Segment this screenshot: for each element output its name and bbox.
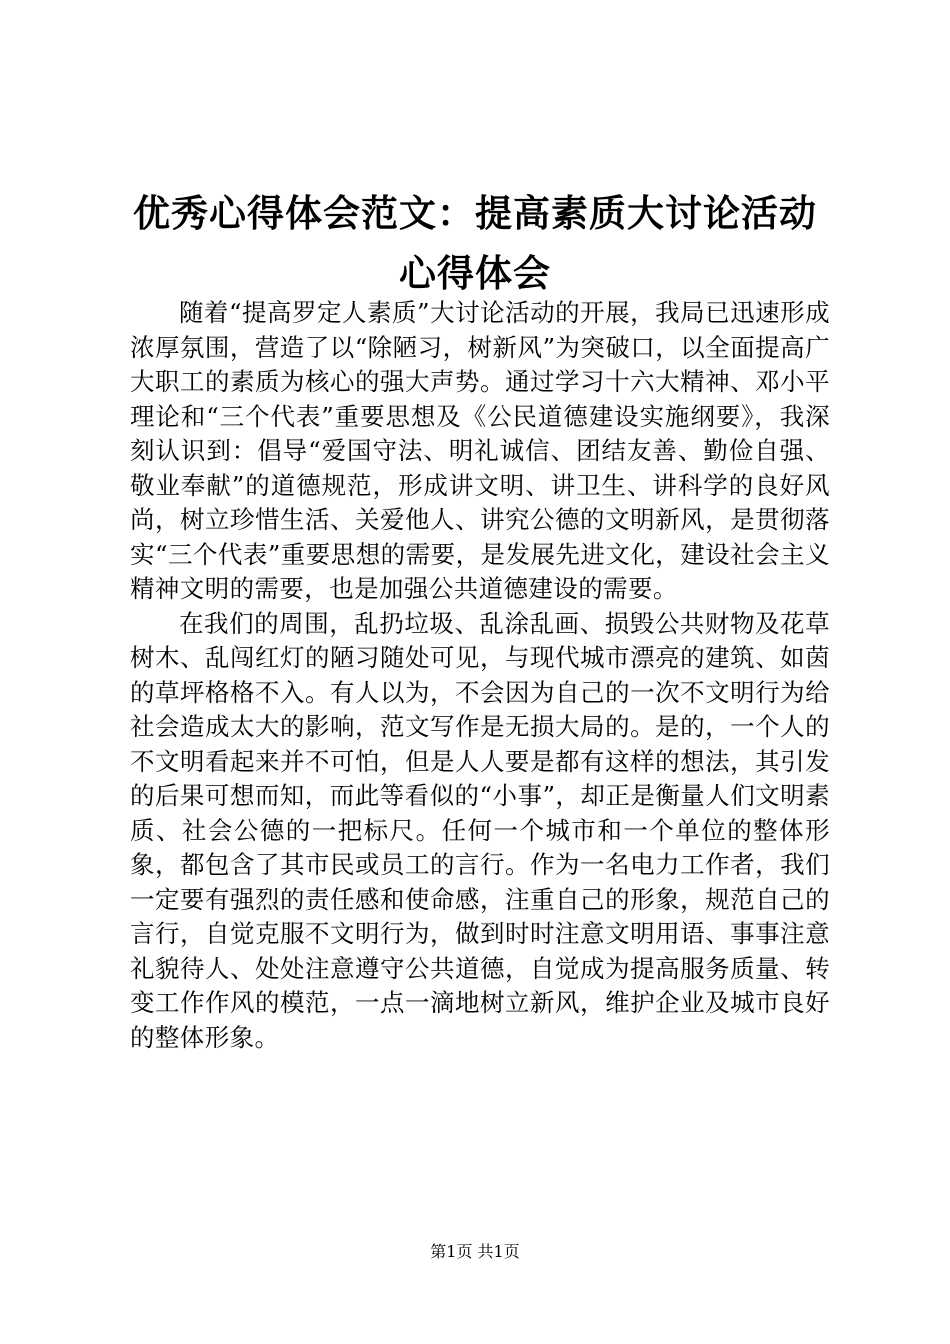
paragraph-1: 随着“提高罗定人素质”大讨论活动的开展，我局已迅速形成浓厚氛围，营造了以“除陋习，树新风”为突破口，以全面提高广大职工的素质为核心的强大声势。通过学习十六大精神、邓小平理论和“三个代表”重要思想及《公民道德建设实施纲要》，我深刻认识到：倡导“爱国守法、明礼诚信、团结友善、勤俭自强、敬业奉献”的道德规范，形成讲文明、讲卫生、讲科学的良好风尚，树立珍惜生活、关爱他人、讲究公德的文明新风，是贯彻落实“三个代表”重要思想的需要，是发展先进文化，建设社会主义精神文明的需要，也是加强公共道德建设的需要。	[130, 298, 830, 603]
document-title: 优秀心得体会范文：提高素质大讨论活动心得体会	[133, 191, 817, 295]
paragraph-2: 在我们的周围，乱扔垃圾、乱涂乱画、损毁公共财物及花草树木、乱闯红灯的陋习随处可见，与现代城市漂亮的建筑、如茵的草坪格格不入。有人以为，不会因为自己的一次不文明行为给社会造成太大的影响，范文写作是无损大局的。是的，一个人的不文明看起来并不可怕，但是人人要是都有这样的想法，其引发的后果可想而知，而此等看似的“小事”，却正是衡量人们文明素质、社会公德的一把标尺。任何一个城市和一个单位的整体形象，都包含了其市民或员工的言行。作为一名电力工作者，我们一定要有强烈的责任感和使命感，注重自己的形象，规范自己的言行，自觉克服不文明行为，做到时时注意文明用语、事事注意礼貌待人、处处注意遵守公共道德，自觉成为提高服务质量、转变工作作风的模范，一点一滴地树立新风，维护企业及城市良好的整体形象。	[130, 608, 830, 1052]
document-body	[130, 296, 830, 1055]
page-footer: 第1页 共1页	[430, 1242, 520, 1261]
